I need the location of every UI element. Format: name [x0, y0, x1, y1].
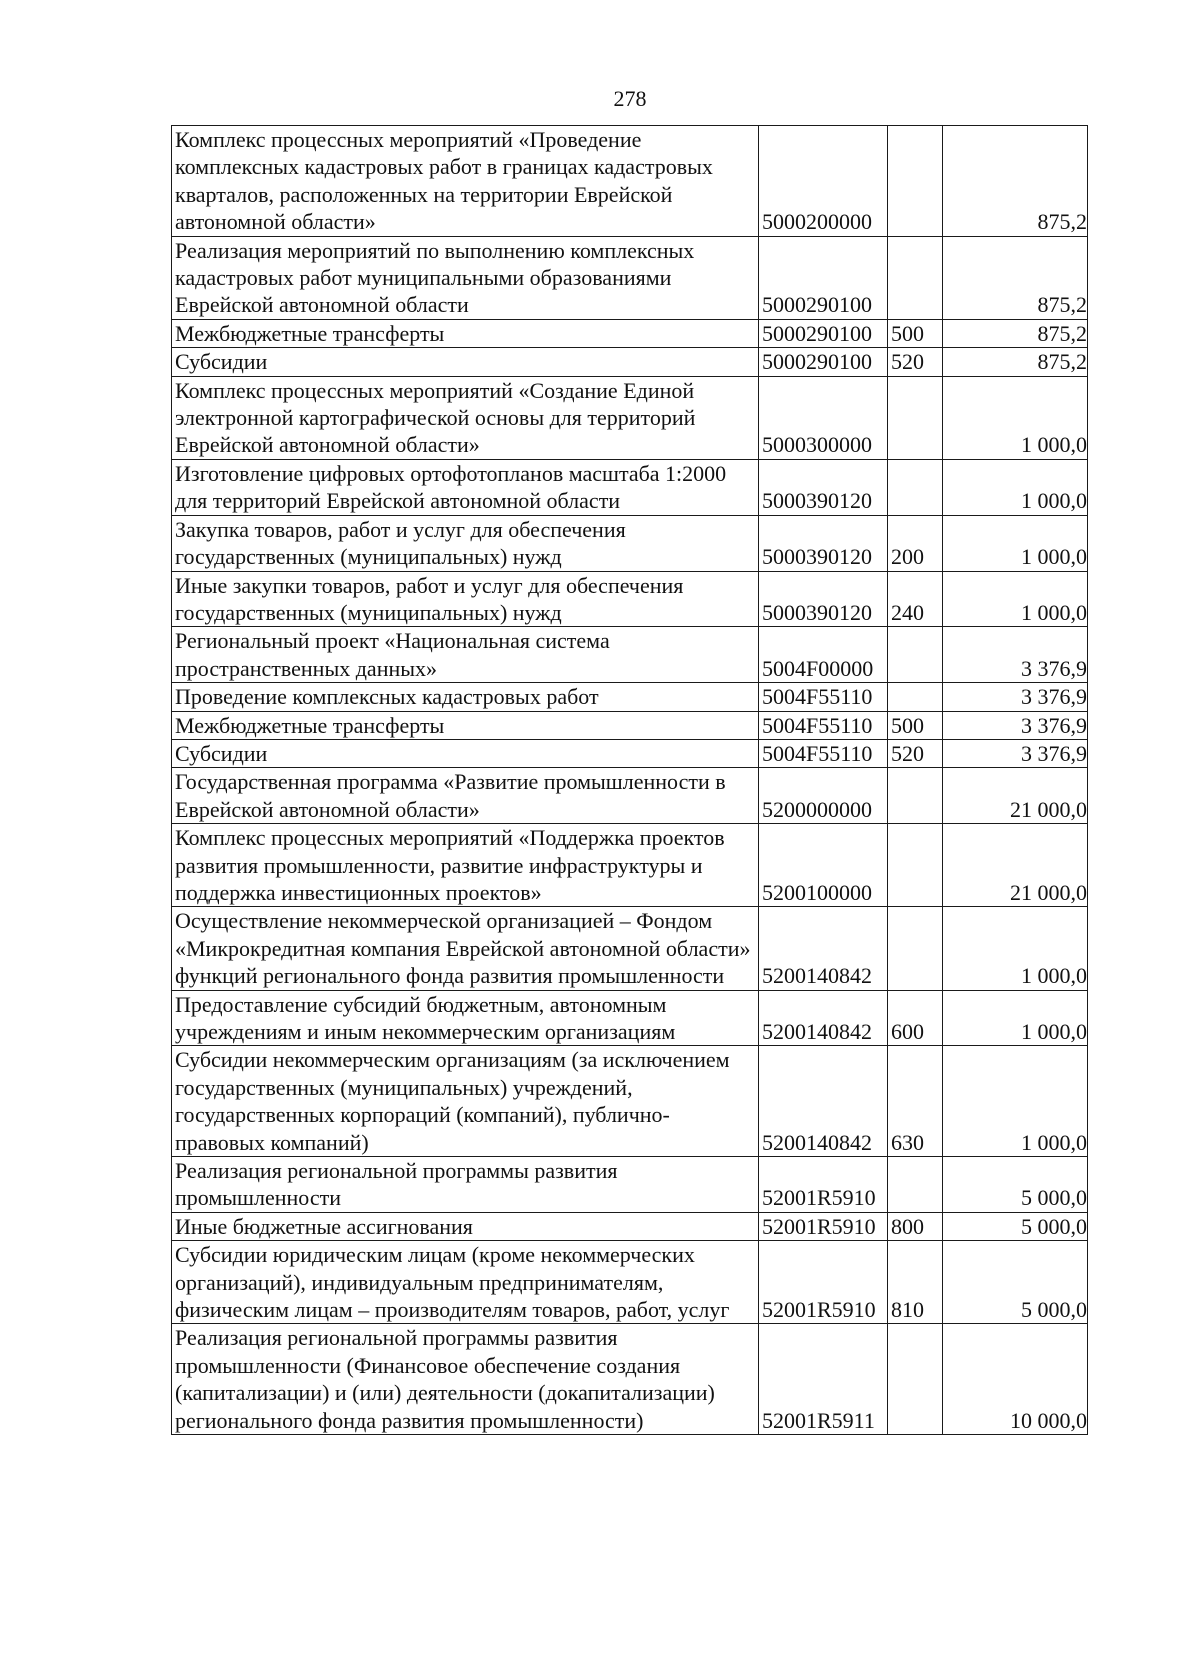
expense-type-cell: 800: [888, 1212, 943, 1240]
table-row: [172, 711, 1088, 739]
amount-cell: 1 000,0: [943, 1046, 1088, 1157]
table-row: [172, 683, 1088, 711]
amount-cell: 3 376,9: [943, 711, 1088, 739]
budget-table: [171, 125, 1088, 1435]
amount-cell: 1 000,0: [943, 990, 1088, 1046]
target-code-cell: 5000290100: [759, 319, 888, 347]
table-row: [172, 236, 1088, 319]
target-code-cell: 52001R5910: [759, 1157, 888, 1213]
target-code-cell: 5200140842: [759, 990, 888, 1046]
amount-cell: 3 376,9: [943, 739, 1088, 767]
table-row: [172, 1324, 1088, 1435]
amount-cell: 875,2: [943, 319, 1088, 347]
table-row: [172, 1241, 1088, 1324]
page-number: 278: [613, 86, 647, 111]
table-row: [172, 1046, 1088, 1157]
item-name-cell: Субсидии юридическим лицам (кроме некоммерческих организаций), индивидуальным предпринимателям, физическим лицам – производителям товаров, работ, услуг: [172, 1241, 759, 1324]
table-row: [172, 376, 1088, 459]
amount-cell: 1 000,0: [943, 571, 1088, 627]
item-name-cell: Изготовление цифровых ортофотопланов масштаба 1:2000 для территорий Еврейской автономной области: [172, 459, 759, 515]
expense-type-cell: [888, 236, 943, 319]
expense-type-cell: [888, 376, 943, 459]
amount-cell: 1 000,0: [943, 376, 1088, 459]
item-name-cell: Комплекс процессных мероприятий «Проведение комплексных кадастровых работ в границах кадастровых кварталов, расположенных на территории Еврейской автономной области»: [172, 126, 759, 237]
expense-type-cell: 520: [888, 739, 943, 767]
item-name-cell: Государственная программа «Развитие промышленности в Еврейской автономной области»: [172, 768, 759, 824]
table-row: [172, 990, 1088, 1046]
item-name-cell: Межбюджетные трансферты: [172, 711, 759, 739]
target-code-cell: 5200140842: [759, 1046, 888, 1157]
item-name-cell: Иные закупки товаров, работ и услуг для обеспечения государственных (муниципальных) нужд: [172, 571, 759, 627]
table-row: [172, 126, 1088, 237]
expense-type-cell: 600: [888, 990, 943, 1046]
target-code-cell: 52001R5910: [759, 1212, 888, 1240]
target-code-cell: 5200100000: [759, 824, 888, 907]
target-code-cell: 5000290100: [759, 348, 888, 376]
amount-cell: 1 000,0: [943, 515, 1088, 571]
table-row: [172, 768, 1088, 824]
target-code-cell: 5000290100: [759, 236, 888, 319]
item-name-cell: Проведение комплексных кадастровых работ: [172, 683, 759, 711]
table-row: [172, 1212, 1088, 1240]
amount-cell: 5 000,0: [943, 1241, 1088, 1324]
expense-type-cell: 240: [888, 571, 943, 627]
item-name-cell: Закупка товаров, работ и услуг для обеспечения государственных (муниципальных) нужд: [172, 515, 759, 571]
amount-cell: 875,2: [943, 348, 1088, 376]
target-code-cell: 5000300000: [759, 376, 888, 459]
item-name-cell: Иные бюджетные ассигнования: [172, 1212, 759, 1240]
item-name-cell: Осуществление некоммерческой организацией – Фондом «Микрокредитная компания Еврейской автономной области» функций регионального фонда развития промышленности: [172, 907, 759, 990]
target-code-cell: 5004F00000: [759, 627, 888, 683]
table-row: [172, 515, 1088, 571]
amount-cell: 1 000,0: [943, 459, 1088, 515]
table-row: [172, 739, 1088, 767]
table-row: [172, 459, 1088, 515]
item-name-cell: Предоставление субсидий бюджетным, автономным учреждениям и иным некоммерческим организациям: [172, 990, 759, 1046]
table-row: [172, 907, 1088, 990]
table-row: [172, 571, 1088, 627]
expense-type-cell: 520: [888, 348, 943, 376]
amount-cell: 21 000,0: [943, 768, 1088, 824]
table-row: [172, 627, 1088, 683]
amount-cell: 10 000,0: [943, 1324, 1088, 1435]
item-name-cell: Субсидии: [172, 739, 759, 767]
table-row: [172, 824, 1088, 907]
table-row: [172, 319, 1088, 347]
target-code-cell: 5000390120: [759, 459, 888, 515]
expense-type-cell: 630: [888, 1046, 943, 1157]
expense-type-cell: [888, 126, 943, 237]
expense-type-cell: [888, 683, 943, 711]
target-code-cell: 5000390120: [759, 515, 888, 571]
target-code-cell: 5004F55110: [759, 711, 888, 739]
budget-table-body: [172, 126, 1088, 1435]
table-row: [172, 348, 1088, 376]
item-name-cell: Реализация региональной программы развития промышленности: [172, 1157, 759, 1213]
table-row: [172, 1157, 1088, 1213]
amount-cell: 1 000,0: [943, 907, 1088, 990]
item-name-cell: Субсидии: [172, 348, 759, 376]
expense-type-cell: 810: [888, 1241, 943, 1324]
expense-type-cell: [888, 824, 943, 907]
amount-cell: 875,2: [943, 236, 1088, 319]
item-name-cell: Субсидии некоммерческим организациям (за исключением государственных (муниципальных) учреждений, государственных корпораций (компаний), публично-правовых компаний): [172, 1046, 759, 1157]
target-code-cell: 5200000000: [759, 768, 888, 824]
expense-type-cell: [888, 907, 943, 990]
item-name-cell: Региональный проект «Национальная система пространственных данных»: [172, 627, 759, 683]
amount-cell: 875,2: [943, 126, 1088, 237]
amount-cell: 21 000,0: [943, 824, 1088, 907]
target-code-cell: 5004F55110: [759, 739, 888, 767]
target-code-cell: 5000390120: [759, 571, 888, 627]
item-name-cell: Реализация мероприятий по выполнению комплексных кадастровых работ муниципальными образованиями Еврейской автономной области: [172, 236, 759, 319]
expense-type-cell: [888, 1157, 943, 1213]
item-name-cell: Комплекс процессных мероприятий «Создание Единой электронной картографической основы для территорий Еврейской автономной области»: [172, 376, 759, 459]
amount-cell: 5 000,0: [943, 1212, 1088, 1240]
target-code-cell: 5000200000: [759, 126, 888, 237]
amount-cell: 5 000,0: [943, 1157, 1088, 1213]
expense-type-cell: 200: [888, 515, 943, 571]
item-name-cell: Комплекс процессных мероприятий «Поддержка проектов развития промышленности, развитие инфраструктуры и поддержка инвестиционных проектов»: [172, 824, 759, 907]
item-name-cell: Межбюджетные трансферты: [172, 319, 759, 347]
amount-cell: 3 376,9: [943, 683, 1088, 711]
expense-type-cell: [888, 459, 943, 515]
amount-cell: 3 376,9: [943, 627, 1088, 683]
target-code-cell: 5200140842: [759, 907, 888, 990]
expense-type-cell: 500: [888, 319, 943, 347]
target-code-cell: 52001R5910: [759, 1241, 888, 1324]
target-code-cell: 5004F55110: [759, 683, 888, 711]
target-code-cell: 52001R5911: [759, 1324, 888, 1435]
expense-type-cell: [888, 1324, 943, 1435]
item-name-cell: Реализация региональной программы развития промышленности (Финансовое обеспечение создания (капитализации) и (или) деятельности (докапитализации) регионального фонда развития промышленности): [172, 1324, 759, 1435]
expense-type-cell: [888, 768, 943, 824]
expense-type-cell: [888, 627, 943, 683]
expense-type-cell: 500: [888, 711, 943, 739]
